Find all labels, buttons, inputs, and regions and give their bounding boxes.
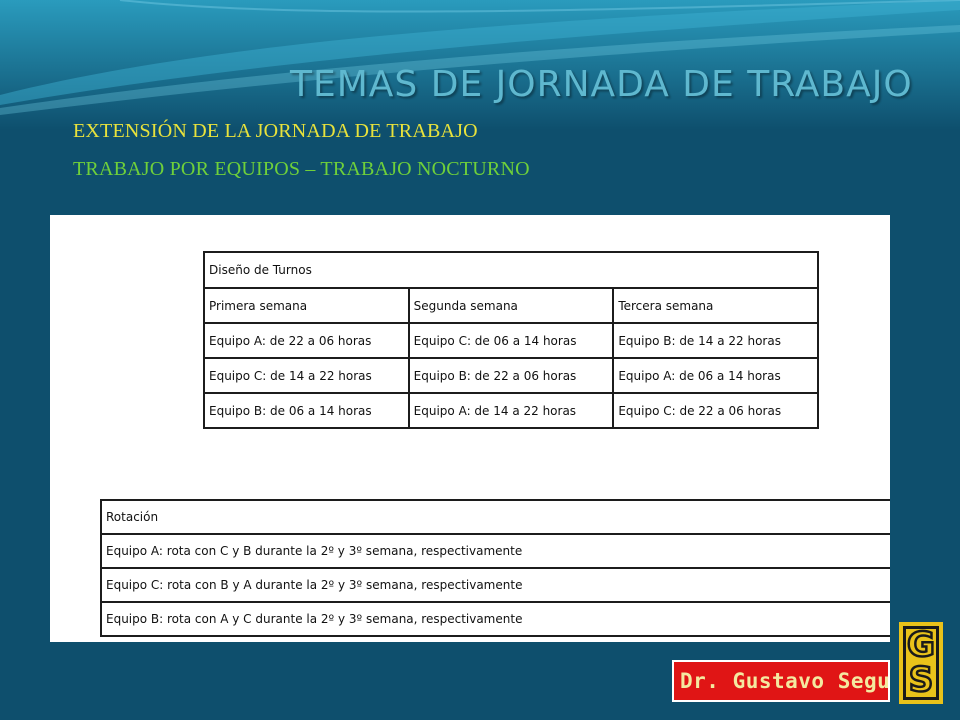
- table-cell: Equipo A: de 06 a 14 horas: [613, 358, 818, 393]
- shift-table-title: Diseño de Turnos: [204, 252, 818, 288]
- table-cell: Equipo B: de 06 a 14 horas: [204, 393, 409, 428]
- shift-design-table: [203, 251, 819, 429]
- author-label: [672, 660, 890, 702]
- table-cell: Equipo C: rota con B y A durante la 2º y 3º semana, respectivamente: [101, 568, 890, 602]
- table-cell: Equipo C: de 14 a 22 horas: [204, 358, 409, 393]
- slide-title: TEMAS DE JORNADA DE TRABAJO: [290, 64, 913, 105]
- logo-letter-s: S: [908, 660, 934, 700]
- rotation-table: [100, 499, 890, 637]
- rotation-table-title: Rotación: [101, 500, 890, 534]
- table-row: [101, 568, 890, 602]
- table-cell: Equipo B: rota con A y C durante la 2º y 3º semana, respectivamente: [101, 602, 890, 636]
- logo-letter-g: G: [907, 625, 935, 665]
- table-row: [204, 323, 818, 358]
- table-row: [101, 602, 890, 636]
- table-cell: Equipo A: de 22 a 06 horas: [204, 323, 409, 358]
- table-cell: Equipo B: de 22 a 06 horas: [409, 358, 614, 393]
- table-cell: Equipo B: de 14 a 22 horas: [613, 323, 818, 358]
- table-cell: Equipo A: de 14 a 22 horas: [409, 393, 614, 428]
- gs-logo: [899, 622, 943, 704]
- table-cell: Equipo A: rota con C y B durante la 2º y 3º semana, respectivamente: [101, 534, 890, 568]
- header-week-1: Primera semana: [204, 288, 409, 323]
- table-image-panel: [50, 215, 890, 642]
- table-row: [101, 534, 890, 568]
- subtitle-team-work: TRABAJO POR EQUIPOS – TRABAJO NOCTURNO: [73, 158, 530, 180]
- header-week-3: Tercera semana: [613, 288, 818, 323]
- table-cell: Equipo C: de 06 a 14 horas: [409, 323, 614, 358]
- author-name: Dr. Gustavo Segu: [680, 669, 891, 693]
- table-cell: Equipo C: de 22 a 06 horas: [613, 393, 818, 428]
- header-week-2: Segunda semana: [409, 288, 614, 323]
- table-row: [204, 393, 818, 428]
- subtitle-extension: EXTENSIÓN DE LA JORNADA DE TRABAJO: [73, 120, 478, 142]
- table-row: [204, 358, 818, 393]
